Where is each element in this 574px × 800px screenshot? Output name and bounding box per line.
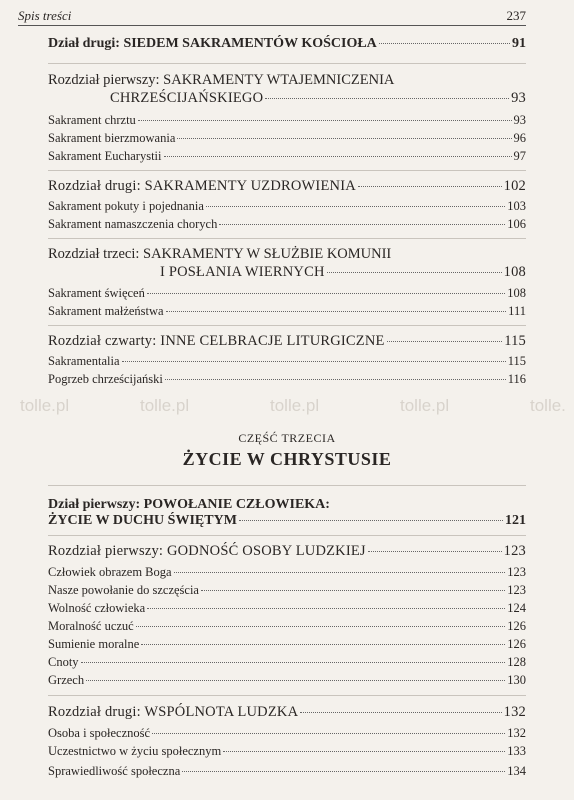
divider [48, 170, 526, 171]
toc-chapter-entry [48, 543, 526, 560]
entry-page: 126 [507, 619, 526, 633]
running-header [18, 6, 526, 26]
running-title: Spis treści [18, 8, 72, 23]
entry-page: 123 [507, 583, 526, 597]
toc-chapter-title: Rozdział pierwszy: SAKRAMENTY WTAJEMNICZENIA [48, 72, 395, 88]
toc-entry [48, 619, 526, 634]
entry-label: Rozdział drugi: SAKRAMENTY UZDROWIENIA [48, 178, 356, 194]
entry-page: 96 [513, 131, 526, 145]
entry-label: Rozdział czwarty: INNE CELBRACJE LITURGICZNE [48, 333, 385, 349]
dot-leader [86, 680, 505, 681]
toc-entry [48, 726, 526, 741]
entry-label: Sakramentalia [48, 354, 120, 368]
dot-leader [300, 712, 501, 713]
toc-entry [48, 565, 526, 580]
entry-label: Sakrament chrztu [48, 113, 136, 127]
dot-leader [136, 626, 506, 627]
watermark-text: tolle.pl [400, 396, 450, 415]
watermark-text: tolle. [530, 396, 566, 415]
entry-label: Sakrament małżeństwa [48, 304, 164, 318]
toc-part-title: Dział pierwszy: POWOŁANIE CZŁOWIEKA: [48, 497, 330, 512]
toc-entry [48, 354, 526, 369]
toc-entry [48, 637, 526, 652]
entry-label: ŻYCIE W DUCHU ŚWIĘTYM [48, 513, 237, 528]
entry-label: Sakrament święceń [48, 286, 145, 300]
entry-label: Sprawiedliwość społeczna [48, 764, 181, 778]
dot-leader [327, 272, 502, 273]
dot-leader [141, 644, 505, 645]
toc-entry [48, 372, 526, 387]
toc-chapter-title: Rozdział trzeci: SAKRAMENTY W SŁUŻBIE KOMUNII [48, 246, 392, 262]
divider [48, 238, 526, 239]
toc-entry [48, 217, 526, 232]
toc-part-entry [48, 513, 526, 529]
toc-entry [48, 131, 526, 146]
page-number: 237 [506, 8, 526, 23]
toc-entry [48, 655, 526, 670]
dot-leader [174, 572, 506, 573]
toc-entry [48, 113, 526, 128]
dot-leader [265, 98, 509, 99]
entry-page: 115 [507, 354, 526, 368]
entry-page: 102 [503, 178, 526, 194]
dot-leader [368, 551, 502, 552]
entry-page: 134 [507, 764, 526, 778]
entry-label: Nasze powołanie do szczęścia [48, 583, 199, 597]
entry-label: Moralność uczuć [48, 619, 134, 633]
entry-label: Grzech [48, 673, 85, 687]
toc-part-entry [48, 36, 526, 52]
divider [48, 485, 526, 486]
entry-label: Człowiek obrazem Boga [48, 565, 172, 579]
entry-label: Sakrament Eucharystii [48, 149, 162, 163]
watermark-text: tolle.pl [270, 396, 320, 415]
entry-page: 133 [507, 744, 526, 758]
entry-label: Sakrament bierzmowania [48, 131, 176, 145]
entry-label: Dział drugi: SIEDEM SAKRAMENTÓW KOŚCIOŁA [48, 36, 377, 51]
watermark-text: tolle.pl [140, 396, 190, 415]
divider [48, 325, 526, 326]
dot-leader [164, 156, 512, 157]
toc-entry [48, 601, 526, 616]
dot-leader [239, 520, 503, 521]
divider [48, 63, 526, 64]
dot-leader [147, 608, 505, 609]
entry-label: Rozdział pierwszy: GODNOŚĆ OSOBY LUDZKIEJ [48, 543, 366, 559]
entry-label: Sakrament namaszczenia chorych [48, 217, 218, 231]
part-title: ŻYCIE W CHRYSTUSIE [182, 449, 392, 469]
dot-leader [201, 590, 505, 591]
header-rule [18, 25, 526, 26]
toc-entry [48, 744, 526, 759]
toc-entry [48, 673, 526, 688]
dot-leader [182, 771, 505, 772]
dot-leader [219, 224, 505, 225]
toc-entry [48, 199, 526, 214]
entry-page: 130 [507, 673, 526, 687]
entry-label: Uczestnictwo w życiu społecznym [48, 744, 222, 758]
entry-label: CHRZEŚCIJAŃSKIEGO [110, 90, 264, 106]
toc-chapter-entry [48, 333, 526, 350]
entry-page: 121 [505, 513, 526, 528]
entry-page: 93 [513, 113, 526, 127]
dot-leader [165, 379, 506, 380]
entry-label: Sakrament pokuty i pojednania [48, 199, 204, 213]
entry-page: 123 [503, 543, 526, 559]
entry-label: Pogrzeb chrześcijański [48, 372, 163, 386]
entry-label: Sumienie moralne [48, 637, 140, 651]
entry-label: I POSŁANIA WIERNYCH [160, 264, 325, 280]
dot-leader [152, 733, 505, 734]
entry-label: Cnoty [48, 655, 79, 669]
dot-leader [81, 662, 506, 663]
dot-leader [387, 341, 503, 342]
toc-entry [48, 583, 526, 598]
dot-leader [206, 206, 505, 207]
entry-page: 116 [507, 372, 526, 386]
dot-leader [379, 43, 510, 44]
entry-page: 91 [512, 36, 526, 51]
toc-entry [48, 764, 526, 779]
entry-page: 103 [507, 199, 526, 213]
entry-page: 106 [507, 217, 526, 231]
part-heading [0, 431, 574, 470]
toc-chapter-entry [110, 90, 526, 107]
entry-page: 97 [513, 149, 526, 163]
entry-page: 123 [507, 565, 526, 579]
toc-chapter-entry [160, 264, 526, 281]
dot-leader [166, 311, 507, 312]
dot-leader [358, 186, 502, 187]
entry-page: 93 [511, 90, 526, 106]
entry-label: Osoba i społeczność [48, 726, 151, 740]
dot-leader [138, 120, 512, 121]
entry-page: 126 [507, 637, 526, 651]
toc-entry [48, 149, 526, 164]
divider [48, 535, 526, 536]
entry-page: 132 [503, 704, 526, 720]
entry-page: 108 [507, 286, 526, 300]
entry-page: 115 [504, 333, 526, 349]
dot-leader [177, 138, 511, 139]
divider [48, 695, 526, 696]
entry-page: 132 [507, 726, 526, 740]
entry-page: 128 [507, 655, 526, 669]
entry-page: 124 [507, 601, 526, 615]
toc-chapter-entry [48, 704, 526, 721]
dot-leader [223, 751, 505, 752]
toc-chapter-entry [48, 178, 526, 195]
entry-page: 111 [508, 304, 526, 318]
entry-label: Rozdział drugi: WSPÓLNOTA LUDZKA [48, 704, 299, 720]
entry-label: Wolność człowieka [48, 601, 146, 615]
watermark-text: tolle.pl [20, 396, 70, 415]
part-label: CZĘŚĆ TRZECIA [238, 431, 336, 445]
watermark-strip [0, 388, 574, 428]
dot-leader [122, 361, 506, 362]
toc-entry [48, 304, 526, 319]
toc-entry [48, 286, 526, 301]
entry-page: 108 [503, 264, 526, 280]
dot-leader [147, 293, 505, 294]
